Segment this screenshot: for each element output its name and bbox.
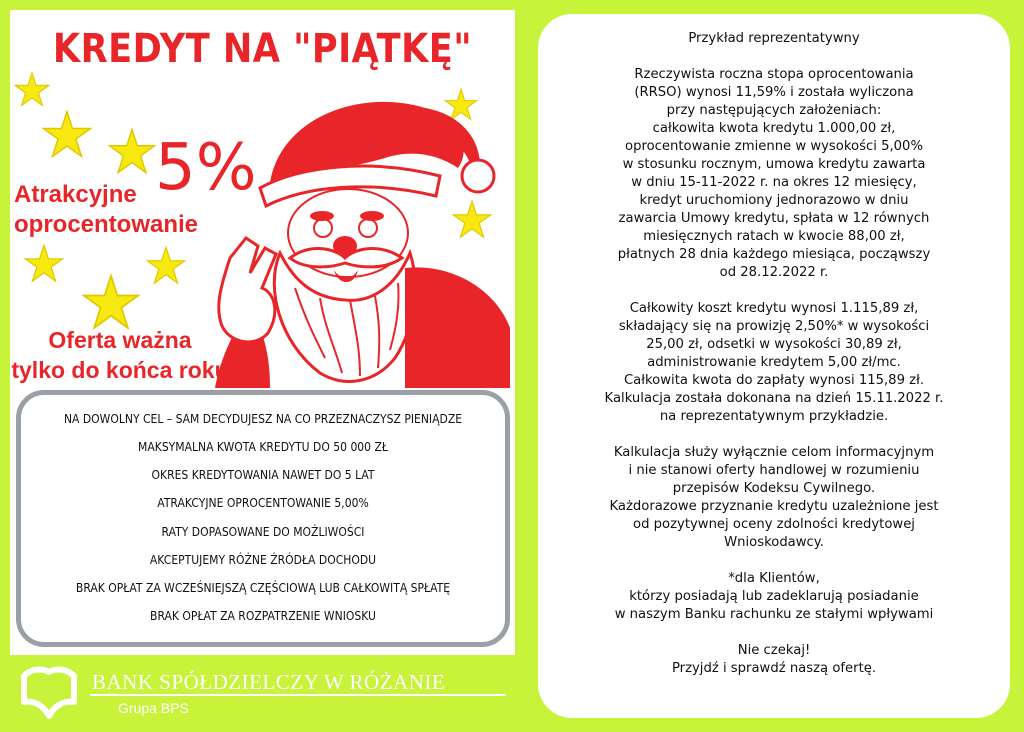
text-line: Każdorazowe przyznanie kredytu uzależnione jest: [609, 499, 939, 514]
offer-line-1: Oferta ważna: [48, 327, 192, 353]
example-paragraph-rrso: [538, 66, 1010, 282]
attractive-line-2: oprocentowanie: [14, 211, 199, 238]
attractive-line-1: Atrakcyjne: [14, 181, 137, 208]
feature-item: OKRES KREDYTOWANIA NAWET DO 5 LAT: [151, 468, 375, 483]
star-icon: [146, 246, 186, 286]
feature-item: MAKSYMALNA KWOTA KREDYTU DO 50 000 ZŁ: [138, 440, 388, 455]
text-line: w naszym Banku rachunku ze stałymi wpływami: [614, 607, 934, 622]
text-line: kredyt uruchomiony jednorazowo w dniu: [639, 193, 909, 208]
text-line: zawarcia Umowy kredytu, spłata w 12 równych: [618, 211, 930, 226]
offer-validity: [10, 325, 230, 385]
text-line: przy następujących założeniach:: [666, 103, 882, 118]
offer-line-2: tylko do końca roku: [11, 357, 229, 383]
text-line: od pozytywnej oceny zdolności kredytowej: [633, 517, 915, 532]
bank-group: Grupa BPS: [118, 700, 189, 716]
star-icon: [14, 72, 50, 108]
features-list: [16, 390, 510, 647]
example-paragraph-cta: [538, 642, 1010, 678]
example-title-text: Przykład reprezentatywny: [688, 31, 860, 46]
bank-name: BANK SPÓŁDZIELCZY W RÓŻANIE: [92, 670, 446, 694]
example-paragraph-disclaimer: [538, 444, 1010, 552]
feature-item: ATRAKCYJNE OPROCENTOWANIE 5,00%: [157, 496, 369, 511]
star-icon: [82, 274, 140, 332]
text-line: w dniu 15-11-2022 r. na okres 12 miesięcy,: [631, 175, 917, 190]
text-line: (RRSO) wynosi 11,59% i została wyliczona: [634, 85, 914, 100]
text-line: płatnych 28 dnia każdego miesiąca, począwszy: [617, 247, 931, 262]
feature-item: BRAK OPŁAT ZA WCZEŚNIEJSZĄ CZĘŚCIOWĄ LUB CAŁKOWITĄ SPŁATĘ: [75, 580, 451, 595]
text-line: i nie stanowi oferty handlowej w rozumieniu: [628, 463, 920, 478]
text-line: oprocentowanie zmienne w wysokości 5,00%: [625, 139, 923, 154]
star-icon: [42, 110, 92, 160]
text-line: Całkowita kwota do zapłaty wynosi 115,89 zł.: [623, 373, 925, 388]
text-line: całkowita kwota kredytu 1.000,00 zł,: [652, 121, 896, 136]
text-line: Kalkulacja została dokonana na dzień 15.11.2022 r.: [604, 391, 944, 406]
percent-value: 5%: [155, 131, 257, 205]
text-line: na reprezentatywnym przykładzie.: [659, 409, 889, 424]
text-line: przepisów Kodeksu Cywilnego.: [672, 481, 876, 496]
feature-item: BRAK OPŁAT ZA ROZPATRZENIE WNIOSKU: [150, 608, 376, 623]
text-line: Przyjdź i sprawdź naszą ofertę.: [671, 661, 877, 676]
text-line: Nie czekaj!: [737, 643, 811, 658]
representative-example-panel: [538, 14, 1010, 718]
text-line: Wnioskodawcy.: [724, 535, 824, 550]
feature-item: NA DOWOLNY CEL – SAM DECYDUJESZ NA CO PRZEZNACZYSZ PIENIĄDZE: [63, 412, 463, 427]
bank-name-underline: [90, 694, 506, 696]
text-line: 25,00 zł, odsetki w wysokości 30,89 zł,: [646, 337, 902, 352]
text-line: *dla Klientów,: [728, 571, 820, 586]
text-line: miesięcznych ratach w kwocie 88,00 zł,: [643, 229, 905, 244]
text-line: Kalkulacja służy wyłącznie celom informacyjnym: [613, 445, 935, 460]
feature-item: AKCEPTUJEMY RÓŻNE ŹRÓDŁA DOCHODU: [149, 552, 377, 567]
example-title: [538, 30, 1010, 48]
text-line: Całkowity koszt kredytu wynosi 1.115,89 zł,: [629, 301, 919, 316]
text-line: składający się na prowizję 2,50%* w wysokości: [618, 319, 930, 334]
example-paragraph-footnote: [538, 570, 1010, 624]
example-paragraph-cost: [538, 300, 1010, 426]
star-icon: [108, 128, 156, 176]
feature-item: RATY DOPASOWANE DO MOŻLIWOŚCI: [161, 524, 365, 539]
text-line: od 28.12.2022 r.: [719, 265, 829, 280]
text-line: Rzeczywista roczna stopa oprocentowania: [634, 67, 914, 82]
text-line: administrowanie kredytem 5,00 zł/mc.: [647, 355, 901, 370]
text-line: w stosunku rocznym, umowa kredytu zawarta: [622, 157, 926, 172]
star-icon: [24, 244, 64, 284]
headline: KREDYT NA "PIĄTKĘ": [52, 26, 473, 72]
bank-logo-icon: [16, 662, 82, 722]
text-line: którzy posiadają lub zadeklarują posiadanie: [629, 589, 919, 604]
